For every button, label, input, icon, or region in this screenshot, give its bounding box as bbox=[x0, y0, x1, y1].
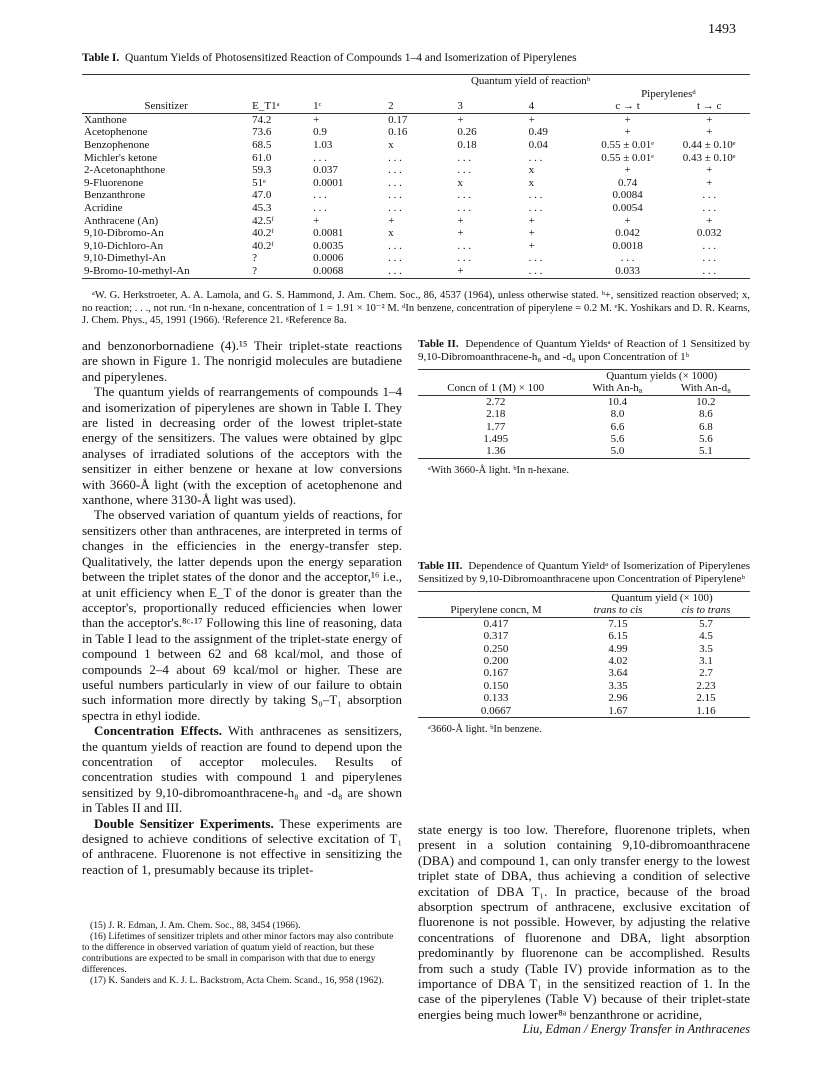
table-cell: 0.18 bbox=[457, 138, 477, 151]
table-cell: 0.032 bbox=[696, 227, 722, 240]
table-cell: x bbox=[457, 176, 463, 189]
table2-label: Table II. bbox=[418, 338, 459, 350]
table-cell: 3.1 bbox=[699, 655, 713, 668]
table1-row bbox=[82, 265, 750, 278]
table-cell: 4.02 bbox=[608, 655, 628, 668]
table-cell: + bbox=[706, 214, 713, 227]
table1-body bbox=[82, 113, 750, 278]
table-cell: 9-Fluorenone bbox=[84, 176, 144, 189]
table3-footnote: ᵃ3660-Å light. ᵇIn benzene. bbox=[428, 724, 542, 736]
table-cell: + bbox=[528, 113, 535, 126]
table-cell: 1.495 bbox=[483, 433, 509, 446]
table-cell: + bbox=[388, 214, 395, 227]
col-t-c: t → c bbox=[696, 100, 722, 113]
table-cell: Xanthone bbox=[84, 113, 127, 126]
table-cell: 0.9 bbox=[313, 126, 327, 139]
footnote: (17) K. Sanders and K. J. L. Backstrom, Acta Chem. Scand., 16, 958 (1962). bbox=[90, 975, 384, 986]
table-cell: + bbox=[528, 227, 535, 240]
table-cell: . . . bbox=[528, 151, 543, 164]
table-cell: 4.5 bbox=[699, 630, 713, 643]
table-cell: + bbox=[624, 126, 631, 139]
col-3: 3 bbox=[457, 100, 463, 113]
col-2: 2 bbox=[388, 100, 394, 113]
table-cell: 0.55 ± 0.01ᵉ bbox=[601, 138, 655, 151]
table-cell: . . . bbox=[702, 252, 717, 265]
table-cell: . . . bbox=[457, 164, 472, 177]
table-cell: + bbox=[528, 239, 535, 252]
table-cell: 0.0068 bbox=[313, 264, 344, 277]
table-cell: 51ᵉ bbox=[252, 176, 266, 189]
table-cell: 5.6 bbox=[610, 433, 625, 446]
footnote: (15) J. R. Edman, J. Am. Chem. Soc., 88, 3454 (1966). bbox=[90, 920, 301, 931]
table-cell: 0.417 bbox=[483, 617, 509, 630]
table-cell: + bbox=[624, 214, 631, 227]
table-cell: 0.55 ± 0.01ᵉ bbox=[601, 151, 655, 164]
table-cell: 0.0001 bbox=[313, 176, 344, 189]
table-cell: 5.6 bbox=[698, 433, 713, 446]
table-cell: x bbox=[528, 176, 535, 189]
table-cell: + bbox=[706, 126, 713, 139]
table-cell: 0.16 bbox=[388, 126, 408, 139]
table-cell: 8.6 bbox=[698, 408, 713, 421]
table1-caption-text: Quantum Yields of Photosensitized Reaction of Compounds 1–4 and Isomerization of Piperylenes bbox=[125, 52, 577, 64]
table-cell: 68.5 bbox=[252, 138, 272, 151]
table2-row bbox=[418, 395, 750, 408]
table-cell: 1.67 bbox=[608, 704, 628, 717]
table-cell: 6.6 bbox=[610, 420, 625, 433]
table-cell: 10.2 bbox=[696, 395, 716, 408]
right-column-text bbox=[418, 822, 750, 1022]
table-cell: . . . bbox=[388, 264, 402, 277]
table3-group-header: Quantum yield (× 100) bbox=[574, 592, 750, 605]
footnotes bbox=[82, 920, 402, 986]
table-cell: 6.8 bbox=[698, 420, 713, 433]
table-cell: ? bbox=[252, 252, 258, 265]
table1-row bbox=[82, 126, 750, 139]
table-cell: . . . bbox=[528, 189, 543, 202]
table1 bbox=[82, 74, 750, 279]
table-cell: 0.317 bbox=[483, 630, 509, 643]
table-cell: 9,10-Dichloro-An bbox=[84, 239, 164, 252]
table-cell: + bbox=[624, 164, 631, 177]
table3-row bbox=[418, 630, 750, 642]
page-number: 1493 bbox=[708, 22, 736, 37]
table-cell: 0.0667 bbox=[480, 704, 512, 717]
table-cell: 3.64 bbox=[608, 667, 628, 680]
table-cell: x bbox=[528, 164, 535, 177]
paragraph: The quantum yields of rearrangements of compounds 1–4 and isomerization of piperylenes are shown in Table I. They are listed in decreasing order of the lowest triplet-state energy of the sensitizers. The values were obtained by glpc analyses of irradiated solutions of the acceptors with the sensitizer in either benzene or hexane at low conversions with 3660-Å light (with the exception of acetophenone and xanthone, where 3130-Å light was used). bbox=[82, 384, 402, 508]
table-cell: 3.5 bbox=[699, 642, 713, 655]
table3-row bbox=[418, 692, 750, 704]
table3-caption bbox=[418, 560, 750, 585]
table3-col-ct: cis to trans bbox=[681, 604, 731, 617]
table-cell: + bbox=[457, 214, 464, 227]
paragraph: and benzonorbornadiene (4).¹⁵ Their triplet-state reactions are shown in Figure 1. The nonrigid molecules are butadiene and piperylenes. bbox=[82, 338, 402, 384]
table-cell: . . . bbox=[388, 252, 402, 265]
table3-block bbox=[418, 560, 750, 737]
table-cell: 0.43 ± 0.10ᵉ bbox=[682, 151, 736, 164]
table2-block bbox=[418, 338, 750, 478]
paragraph: The observed variation of quantum yields of reactions, for sensitizers other than anthracenes, are interpreted in terms of changes in the efficiencies in the energy-transfer step. Qualitatively, the latter depends upon the energy separation between the triplet states of the donor and the acceptor,¹⁶ i.e., at unit efficiency when E_T of the donor is greater than the acceptor's, proportionally reduced efficiencies when lower than the acceptor's.⁸ᶜ·¹⁷ Following this line of reasoning, data in Table I lead to the assignment of the triplet-state energy of compound 1 between 62 and 68 kcal/mol, and those of compounds 2–4 about 69 kcal/mol or higher. These are useful numbers particularly in view of our failure to obtain such information more directly by taking S₀–T₁ absorption spectra in ethyl iodide. bbox=[82, 507, 402, 723]
table-cell: Acetophenone bbox=[84, 126, 148, 139]
table-cell: . . . bbox=[457, 151, 472, 164]
table-cell: 4.99 bbox=[608, 642, 628, 655]
table-cell: 0.0084 bbox=[612, 189, 643, 202]
table-cell: 40.2ᶠ bbox=[252, 239, 274, 252]
table1-row bbox=[82, 252, 750, 265]
table-cell: + bbox=[706, 176, 713, 189]
table1-row bbox=[82, 164, 750, 177]
table-cell: 47.0 bbox=[252, 189, 272, 202]
table-cell: 1.77 bbox=[486, 420, 506, 433]
table-cell: 0.44 ± 0.10ᵉ bbox=[682, 138, 736, 151]
table-cell: 0.150 bbox=[483, 679, 509, 692]
table2-body bbox=[418, 395, 750, 458]
table-cell: Benzophenone bbox=[84, 138, 150, 151]
table-cell: 9,10-Dimethyl-An bbox=[84, 252, 166, 265]
table-cell: . . . bbox=[528, 252, 543, 265]
table-cell: 0.167 bbox=[483, 667, 509, 680]
table-cell: x bbox=[388, 227, 394, 240]
col-sensitizer: Sensitizer bbox=[144, 100, 188, 113]
table-cell: . . . bbox=[620, 252, 635, 265]
table3-row bbox=[418, 667, 750, 679]
table-cell: . . . bbox=[313, 189, 327, 202]
table-cell: 61.0 bbox=[252, 151, 272, 164]
table-cell: 5.1 bbox=[698, 445, 713, 458]
table2-row bbox=[418, 421, 750, 433]
table3-caption-text: Dependence of Quantum Yieldᵃ of Isomerization of Piperylenes Sensitized by 9,10-Dibromoanthracene upon Concentration of Piperyleneᵇ bbox=[418, 560, 751, 585]
table-cell: . . . bbox=[457, 189, 472, 202]
table-cell: 0.200 bbox=[483, 655, 509, 668]
table2 bbox=[418, 369, 750, 459]
table-cell: . . . bbox=[702, 201, 717, 214]
section-heading: Double Sensitizer Experiments. bbox=[94, 815, 274, 831]
table3-row bbox=[418, 643, 750, 655]
table-cell: 74.2 bbox=[252, 113, 272, 126]
table3-row bbox=[418, 680, 750, 692]
footnote: (16) Lifetimes of sensitizer triplets and other minor factors may also contribute to the difference in observed variation of quatum yield of reaction, but these contributions are expected to be small in comparison with that due to energy differences. bbox=[82, 931, 394, 975]
table-cell: 9-Bromo-10-methyl-An bbox=[84, 264, 190, 277]
table-cell: 45.3 bbox=[252, 201, 272, 214]
table-cell: . . . bbox=[702, 189, 717, 202]
table2-group-header: Quantum yields (× 1000) bbox=[573, 370, 750, 383]
table2-row bbox=[418, 433, 750, 445]
table-cell: + bbox=[313, 214, 320, 227]
table1-row bbox=[82, 113, 750, 126]
table-cell: 2.18 bbox=[486, 408, 506, 421]
table-cell: 2.7 bbox=[699, 667, 713, 680]
col-c-t: c → t bbox=[615, 100, 640, 113]
table3-row bbox=[418, 655, 750, 667]
table2-col-d8: With An-d₈ bbox=[680, 382, 731, 395]
table-cell: . . . bbox=[388, 176, 402, 189]
table1-row bbox=[82, 139, 750, 152]
table-cell: 0.17 bbox=[388, 113, 408, 126]
table-cell: 0.037 bbox=[313, 164, 338, 177]
table1-row bbox=[82, 202, 750, 215]
col-4: 4 bbox=[528, 100, 535, 113]
table2-row bbox=[418, 445, 750, 458]
col-1: 1ᶜ bbox=[313, 100, 322, 113]
table1-caption bbox=[82, 52, 742, 64]
table-cell: Benzanthrone bbox=[84, 189, 146, 202]
table-cell: 7.15 bbox=[608, 617, 628, 630]
table-cell: 2.23 bbox=[696, 679, 716, 692]
table1-span-header: Quantum yield of reactionᵇ bbox=[470, 75, 591, 87]
table-cell: . . . bbox=[528, 201, 543, 214]
table-cell: . . . bbox=[528, 264, 543, 277]
table-cell: 8.0 bbox=[610, 408, 625, 421]
table-cell: 1.03 bbox=[313, 138, 333, 151]
table-cell: . . . bbox=[388, 201, 402, 214]
paragraph-text: These experiments are designed to achieve conditions of selective excitation of T₁ of anthracene. Fluorenone is not effective in sensitizing the reaction of 1, presumably because its triplet- bbox=[82, 815, 403, 877]
table3-col-conc: Piperylene concn, M bbox=[450, 604, 542, 617]
table-cell: 1.36 bbox=[486, 445, 506, 458]
table1-row bbox=[82, 177, 750, 190]
paragraph-concentration bbox=[82, 723, 402, 815]
table-cell: . . . bbox=[388, 164, 402, 177]
table-cell: . . . bbox=[457, 201, 472, 214]
table-cell: 42.5ᶠ bbox=[252, 214, 274, 227]
table-cell: + bbox=[457, 227, 464, 240]
table2-caption-text: Dependence of Quantum Yieldsᵃ of Reaction of 1 Sensitized by 9,10-Dibromoanthracene-h₈ and -d₈ upon Concentration of 1ᵇ bbox=[418, 338, 750, 363]
col-et: E_T1ᵃ bbox=[252, 100, 280, 113]
table-cell: 9,10-Dibromo-An bbox=[84, 227, 164, 240]
table1-pip-header: Piperylenesᵈ bbox=[641, 87, 696, 100]
section-heading: Concentration Effects. bbox=[94, 723, 222, 739]
table1-row bbox=[82, 227, 750, 240]
table1-row bbox=[82, 189, 750, 202]
table-cell: 0.033 bbox=[615, 264, 641, 277]
table-cell: 0.04 bbox=[528, 138, 548, 151]
table3-row bbox=[418, 705, 750, 718]
table2-col-conc: Concn of 1 (M) × 100 bbox=[447, 382, 545, 395]
table-cell: 10.4 bbox=[607, 395, 628, 408]
table1-label: Table I. bbox=[82, 52, 120, 64]
table-cell: 0.250 bbox=[483, 642, 509, 655]
table-cell: Anthracene (An) bbox=[84, 214, 159, 227]
table-cell: . . . bbox=[388, 151, 402, 164]
table-cell: x bbox=[388, 138, 394, 151]
table-cell: . . . bbox=[702, 239, 717, 252]
table1-row bbox=[82, 152, 750, 165]
table-cell: 2-Acetonaphthone bbox=[84, 164, 166, 177]
table-cell: 0.0054 bbox=[612, 201, 643, 214]
table-cell: + bbox=[528, 214, 535, 227]
paragraph-double-sensitizer bbox=[82, 816, 402, 878]
table1-footnote: ᵃW. G. Herkstroeter, A. A. Lamola, and G. S. Hammond, J. Am. Chem. Soc., 86, 4537 (1964), unless otherwise stated. ᵇ+, sensitized reaction observed; x, no reaction; . . ., not run. ᶜIn n-hexane, concentration of 1 = 1.91 × 10⁻² M. ᵈIn benzene, concentration of piperylene = 0.2 M. ᵉK. Yoshikars and D. R. Kearns, J. Chem. Phys., 45, 1991 (1966). ᶠReference 21. ᵍReference 8a. bbox=[82, 290, 750, 326]
table2-col-h8: With An-h₈ bbox=[592, 382, 643, 395]
table3-label: Table III. bbox=[418, 560, 463, 572]
table-cell: 5.0 bbox=[610, 445, 625, 458]
running-footer: Liu, Edman / Energy Transfer in Anthracenes bbox=[522, 1022, 750, 1036]
table-cell: 0.0081 bbox=[313, 227, 344, 240]
table-cell: 2.15 bbox=[696, 692, 716, 705]
table-cell: . . . bbox=[702, 264, 717, 277]
table-cell: ? bbox=[252, 264, 258, 277]
table-cell: 0.042 bbox=[615, 227, 641, 240]
table-cell: + bbox=[457, 113, 464, 126]
table3-col-tc: trans to cis bbox=[593, 604, 643, 617]
table-cell: 40.2ᶠ bbox=[252, 227, 274, 240]
table1-row bbox=[82, 240, 750, 253]
table-cell: 3.35 bbox=[608, 679, 628, 692]
table-cell: 0.74 bbox=[618, 176, 638, 189]
table3-body bbox=[418, 617, 750, 717]
table-cell: . . . bbox=[313, 151, 327, 164]
table-cell: . . . bbox=[457, 239, 472, 252]
table-cell: + bbox=[624, 113, 631, 126]
table-cell: 59.3 bbox=[252, 164, 272, 177]
table-cell: 0.26 bbox=[457, 126, 477, 139]
table-cell: 2.72 bbox=[486, 395, 506, 408]
table3-row bbox=[418, 617, 750, 630]
table-cell: 6.15 bbox=[608, 630, 628, 643]
table-cell: 0.49 bbox=[528, 126, 548, 139]
table3 bbox=[418, 591, 750, 718]
table2-caption bbox=[418, 338, 750, 363]
table2-row bbox=[418, 408, 750, 420]
table-cell: 0.0018 bbox=[612, 239, 643, 252]
table-cell: 0.0035 bbox=[313, 239, 344, 252]
table-cell: Acridine bbox=[84, 201, 123, 214]
table-cell: . . . bbox=[457, 252, 472, 265]
table-cell: 2.96 bbox=[608, 692, 628, 705]
table-cell: + bbox=[457, 264, 464, 277]
table-cell: . . . bbox=[313, 201, 327, 214]
table-cell: 5.7 bbox=[699, 617, 713, 630]
paragraph: state energy is too low. Therefore, fluorenone triplets, when present in a solution containing 9,10-dibromoanthracene (DBA) and compound 1, can only transfer energy to the lowest triplet state of DBA, thus achieving a condition of selective excitation of DBA T₁. In practice, because of the broad absorption spectrum of anthracene, exclusive excitation of fluorenone is not possible. However, by adjusting the relative concentrations of fluorenone and DBA, light absorption predominantly by fluorenone can be accomplished. Results from such a study (Table IV) provide information as to the importance of DBA T₁ in the sensitized reaction of 1. In the case of the piperylenes (Table V) because of their triplet-state energies being much lower⁸ᵃ benzanthrone or acridine, bbox=[418, 822, 750, 1022]
paragraph-text: With anthracenes as sensitizers, the quantum yields of reaction are found to depend upon the concentration of acceptor molecules. Results of concentration studies with compound 1 and piperylenes sensitized by 9,10-dibromoanthracene-h₈ and -d₈ are shown in Tables II and III. bbox=[82, 723, 403, 816]
table-cell: 0.133 bbox=[483, 692, 509, 705]
table1-row bbox=[82, 215, 750, 228]
table-cell: + bbox=[313, 113, 320, 126]
table-cell: 0.0006 bbox=[313, 252, 344, 265]
table-cell: + bbox=[706, 164, 713, 177]
table-cell: 73.6 bbox=[252, 126, 272, 139]
table-cell: 1.16 bbox=[696, 704, 716, 717]
left-column bbox=[82, 338, 402, 877]
table2-footnote: ᵃWith 3660-Å light. ᵇIn n-hexane. bbox=[428, 464, 570, 476]
table-cell: Michler's ketone bbox=[84, 151, 158, 164]
table-cell: . . . bbox=[388, 239, 402, 252]
table-cell: + bbox=[706, 113, 713, 126]
table-cell: . . . bbox=[388, 189, 402, 202]
